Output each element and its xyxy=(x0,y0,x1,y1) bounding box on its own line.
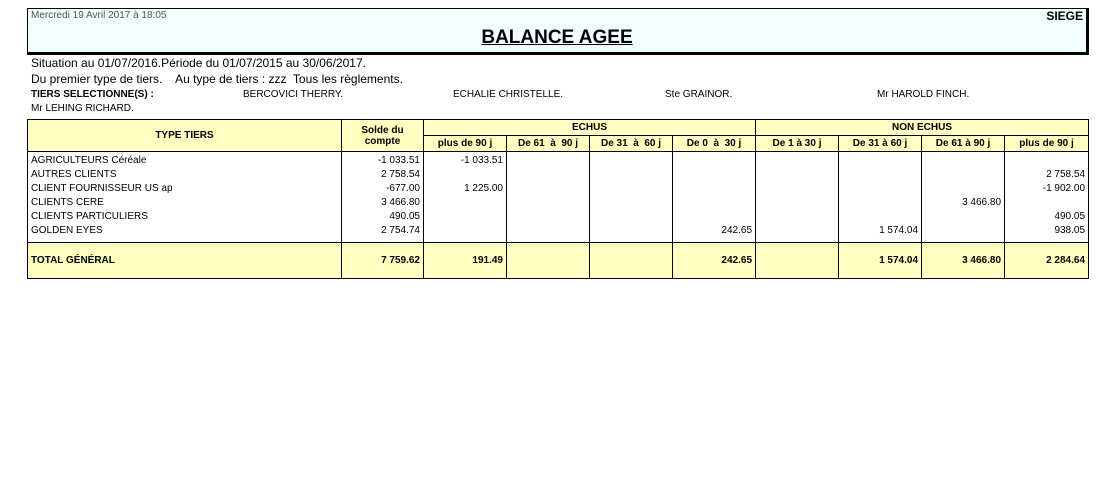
row-echus-0-30: 242.65 xyxy=(673,223,756,243)
row-echus-0-30 xyxy=(673,152,756,168)
row-echus-0-30 xyxy=(673,209,756,223)
row-echus-plus-90 xyxy=(424,209,507,223)
row-echus-plus-90 xyxy=(424,223,507,243)
total-non-echus-31-60: 1 574.04 xyxy=(839,243,922,279)
row-non-echus-31-60 xyxy=(839,167,922,181)
row-non-echus-plus-90 xyxy=(1005,152,1089,168)
row-non-echus-plus-90: 2 758.54 xyxy=(1005,167,1089,181)
table-row xyxy=(28,223,1089,243)
row-non-echus-plus-90 xyxy=(1005,195,1089,209)
total-label: TOTAL GÉNÉRAL xyxy=(28,243,342,279)
total-echus-0-30: 242.65 xyxy=(673,243,756,279)
row-non-echus-31-60 xyxy=(839,181,922,195)
row-non-echus-1-30 xyxy=(756,209,839,223)
row-echus-31-60 xyxy=(590,209,673,223)
table-row xyxy=(28,209,1089,223)
row-echus-plus-90: 1 225.00 xyxy=(424,181,507,195)
row-echus-61-90 xyxy=(507,195,590,209)
row-echus-31-60 xyxy=(590,195,673,209)
col-non-echus-61-90: De 61 à 90 j xyxy=(922,136,1005,152)
row-echus-31-60 xyxy=(590,223,673,243)
row-echus-61-90 xyxy=(507,223,590,243)
col-solde xyxy=(342,120,424,152)
row-type: CLIENTS CERE xyxy=(28,195,342,209)
row-echus-plus-90 xyxy=(424,195,507,209)
table-row xyxy=(28,152,1089,168)
site-name: SIEGE xyxy=(1046,9,1083,23)
col-solde-line1: Solde du xyxy=(361,124,404,136)
col-non-echus-1-30: De 1 à 30 j xyxy=(756,136,839,152)
row-type: AUTRES CLIENTS xyxy=(28,167,342,181)
situation-line: Situation au 01/07/2016.Période du 01/07/2015 au 30/06/2017. xyxy=(31,56,366,70)
col-echus-plus-90: plus de 90 j xyxy=(424,136,507,152)
col-type-tiers: TYPE TIERS xyxy=(28,120,342,152)
row-non-echus-1-30 xyxy=(756,167,839,181)
group-echus: ECHUS xyxy=(424,120,756,136)
row-non-echus-plus-90: 490.05 xyxy=(1005,209,1089,223)
table-row xyxy=(28,181,1089,195)
row-solde: -1 033.51 xyxy=(342,152,424,168)
tiers-range-line: Du premier type de tiers. Au type de tiers : zzz Tous les règlements. xyxy=(31,72,403,86)
row-non-echus-31-60 xyxy=(839,152,922,168)
report-date: Mercredi 19 Avril 2017 à 18:05 xyxy=(31,10,167,21)
selected-tiers-5: Mr LEHING RICHARD. xyxy=(31,103,134,114)
total-echus-61-90 xyxy=(507,243,590,279)
row-non-echus-61-90 xyxy=(922,152,1005,168)
col-echus-31-60: De 31 à 60 j xyxy=(590,136,673,152)
row-echus-0-30 xyxy=(673,195,756,209)
row-type: CLIENT FOURNISSEUR US ap xyxy=(28,181,342,195)
row-solde: 2 754.74 xyxy=(342,223,424,243)
total-non-echus-1-30 xyxy=(756,243,839,279)
group-non-echus: NON ECHUS xyxy=(756,120,1089,136)
row-non-echus-61-90 xyxy=(922,223,1005,243)
row-echus-31-60 xyxy=(590,152,673,168)
total-solde: 7 759.62 xyxy=(342,243,424,279)
row-echus-31-60 xyxy=(590,167,673,181)
row-non-echus-61-90 xyxy=(922,167,1005,181)
col-echus-0-30: De 0 à 30 j xyxy=(673,136,756,152)
row-non-echus-1-30 xyxy=(756,195,839,209)
selected-tiers-4: Mr HAROLD FINCH. xyxy=(877,89,970,100)
row-non-echus-plus-90: 938.05 xyxy=(1005,223,1089,243)
row-non-echus-61-90 xyxy=(922,209,1005,223)
row-non-echus-31-60 xyxy=(839,195,922,209)
table-row xyxy=(28,167,1089,181)
row-solde: 2 758.54 xyxy=(342,167,424,181)
selection-label: TIERS SELECTIONNE(S) : xyxy=(31,89,154,100)
row-non-echus-1-30 xyxy=(756,223,839,243)
report-header xyxy=(27,8,1089,55)
row-echus-0-30 xyxy=(673,181,756,195)
row-type: GOLDEN EYES xyxy=(28,223,342,243)
row-type: AGRICULTEURS Céréale xyxy=(28,152,342,168)
col-solde-line2: compte xyxy=(364,135,401,147)
col-non-echus-plus-90: plus de 90 j xyxy=(1005,136,1089,152)
row-type: CLIENTS PARTICULIERS xyxy=(28,209,342,223)
report-title: BALANCE AGEE xyxy=(481,27,633,48)
row-echus-61-90 xyxy=(507,209,590,223)
total-non-echus-plus-90: 2 284.64 xyxy=(1005,243,1089,279)
row-non-echus-plus-90: -1 902.00 xyxy=(1005,181,1089,195)
col-echus-61-90: De 61 à 90 j xyxy=(507,136,590,152)
row-solde: -677.00 xyxy=(342,181,424,195)
row-non-echus-31-60: 1 574.04 xyxy=(839,223,922,243)
row-echus-plus-90 xyxy=(424,167,507,181)
selected-tiers-2: ECHALIE CHRISTELLE. xyxy=(453,89,564,100)
total-non-echus-61-90: 3 466.80 xyxy=(922,243,1005,279)
selected-tiers-3: Ste GRAINOR. xyxy=(665,89,733,100)
row-echus-61-90 xyxy=(507,152,590,168)
total-echus-31-60 xyxy=(590,243,673,279)
row-non-echus-31-60 xyxy=(839,209,922,223)
row-echus-0-30 xyxy=(673,167,756,181)
row-non-echus-1-30 xyxy=(756,181,839,195)
table-row xyxy=(28,195,1089,209)
aged-balance-table xyxy=(27,119,1089,279)
row-echus-61-90 xyxy=(507,181,590,195)
row-solde: 3 466.80 xyxy=(342,195,424,209)
row-echus-31-60 xyxy=(590,181,673,195)
col-non-echus-31-60: De 31 à 60 j xyxy=(839,136,922,152)
total-row xyxy=(28,243,1089,279)
row-non-echus-61-90 xyxy=(922,181,1005,195)
row-echus-61-90 xyxy=(507,167,590,181)
row-solde: 490.05 xyxy=(342,209,424,223)
total-echus-plus-90: 191.49 xyxy=(424,243,507,279)
row-non-echus-1-30 xyxy=(756,152,839,168)
row-echus-plus-90: -1 033.51 xyxy=(424,152,507,168)
row-non-echus-61-90: 3 466.80 xyxy=(922,195,1005,209)
selected-tiers-1: BERCOVICI THERRY. xyxy=(243,89,344,100)
